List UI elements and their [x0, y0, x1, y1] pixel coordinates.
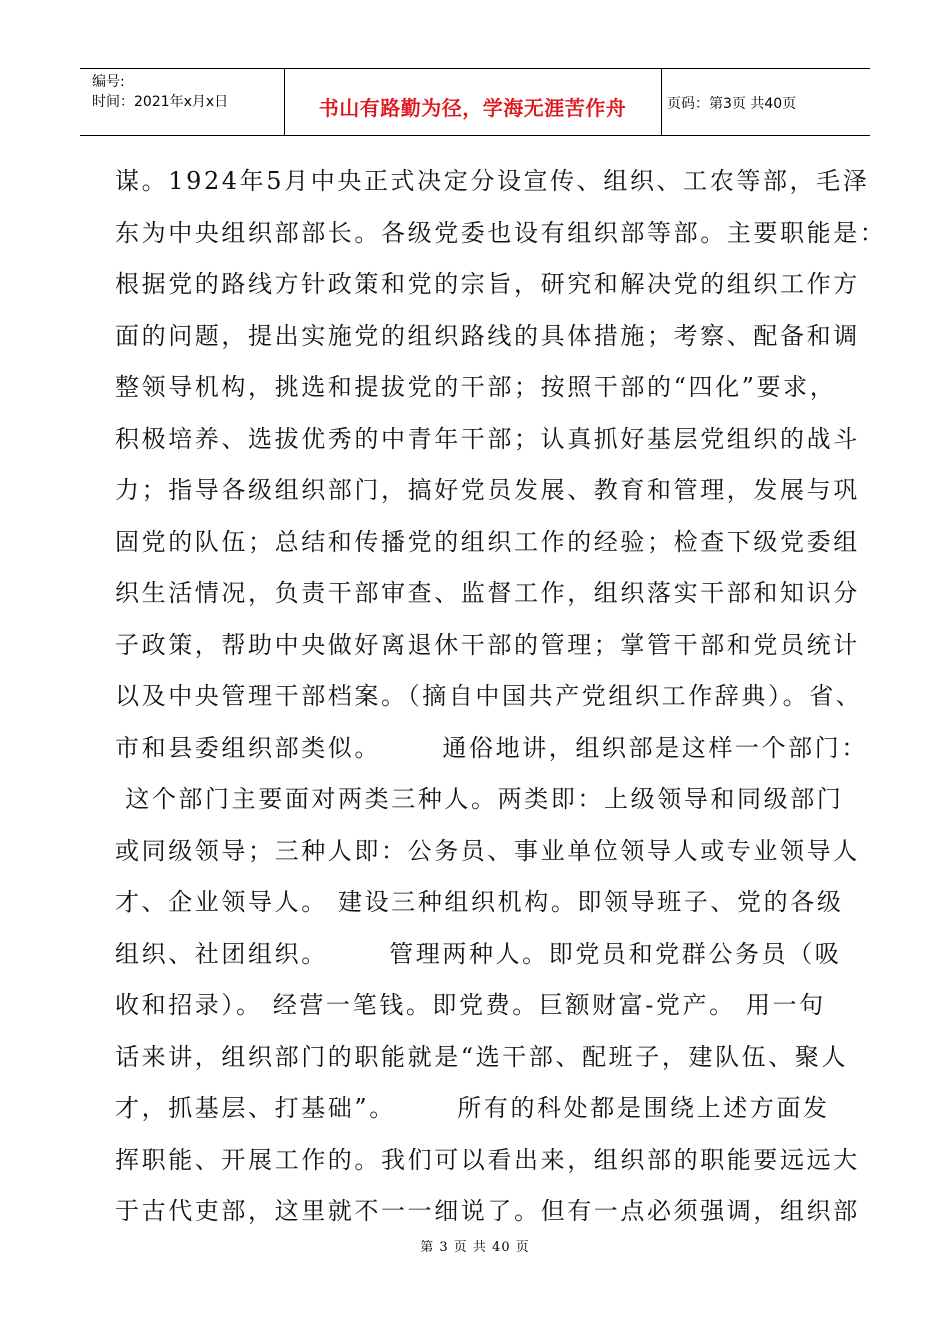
body-line: 积极培养、选拔优秀的中青年干部；认真抓好基层党组织的战斗	[115, 424, 860, 453]
page-footer: 第 3 页 共 40 页	[420, 1240, 530, 1255]
body-line: 收和招录）。 经营一笔钱。即党费。巨额财富-党产。 用一句	[115, 991, 826, 1019]
header-motto-cell	[284, 69, 662, 135]
document-time-label: 时间：2021年x月x日	[92, 94, 229, 110]
body-line: 市和县委组织部类似。 通俗地讲，组织部是这样一个部门：	[115, 733, 868, 762]
body-line: 织生活情况，负责干部审查、监督工作，组织落实干部和知识分	[115, 579, 860, 607]
body-line: 子政策，帮助中央做好离退休干部的管理；掌管干部和党员统计	[115, 630, 860, 659]
body-line: 以及中央管理干部档案。（摘自中国共产党组织工作辞典）。省、	[115, 682, 863, 710]
document-number-label: 编号:	[92, 74, 125, 90]
body-line: 话来讲，组织部门的职能就是“选干部、配班子，建队伍、聚人	[115, 1042, 849, 1071]
header-page-number: 页码：第3页 共40页	[667, 96, 797, 112]
body-line: 谋。1924年5月中央正式决定分设宣传、组织、工农等部，毛泽	[115, 167, 870, 195]
header-motto: 书山有路勤为径，学海无涯苦作舟	[318, 95, 627, 120]
body-line: 整领导机构，挑选和提拔党的干部；按照干部的“四化”要求，	[115, 373, 837, 401]
body-line: 挥职能、开展工作的。我们可以看出来，组织部的职能要远远大	[115, 1145, 860, 1174]
body-line: 于古代吏部，这里就不一一细说了。但有一点必须强调，组织部	[115, 1197, 860, 1225]
body-line: 力；指导各级组织部门，搞好党员发展、教育和管理，发展与巩	[115, 476, 860, 504]
body-line: 组织、社团组织。 管理两种人。即党员和党群公务员（吸	[115, 939, 842, 968]
body-line: 或同级领导；三种人即：公务员、事业单位领导人或专业领导人	[115, 836, 860, 865]
body-line: 根据党的路线方针政策和党的宗旨，研究和解决党的组织工作方	[115, 270, 860, 298]
header-info-cell	[80, 69, 285, 135]
body-line: 面的问题，提出实施党的组织路线的具体措施；考察、配备和调	[115, 321, 860, 350]
body-line: 固党的队伍；总结和传播党的组织工作的经验；检查下级党委组	[115, 527, 860, 556]
body-line: 东为中央组织部部长。各级党委也设有组织部等部。主要职能是：	[115, 218, 887, 247]
document-body	[115, 156, 887, 1238]
body-line: 这个部门主要面对两类三种人。两类即：上级领导和同级部门	[115, 785, 844, 813]
body-line: 才、企业领导人。 建设三种组织机构。即领导班子、党的各级	[115, 888, 844, 916]
header-page-cell	[661, 69, 870, 135]
body-line: 才，抓基层、打基础”。 所有的科处都是围绕上述方面发	[115, 1094, 830, 1122]
document-header	[80, 68, 870, 136]
